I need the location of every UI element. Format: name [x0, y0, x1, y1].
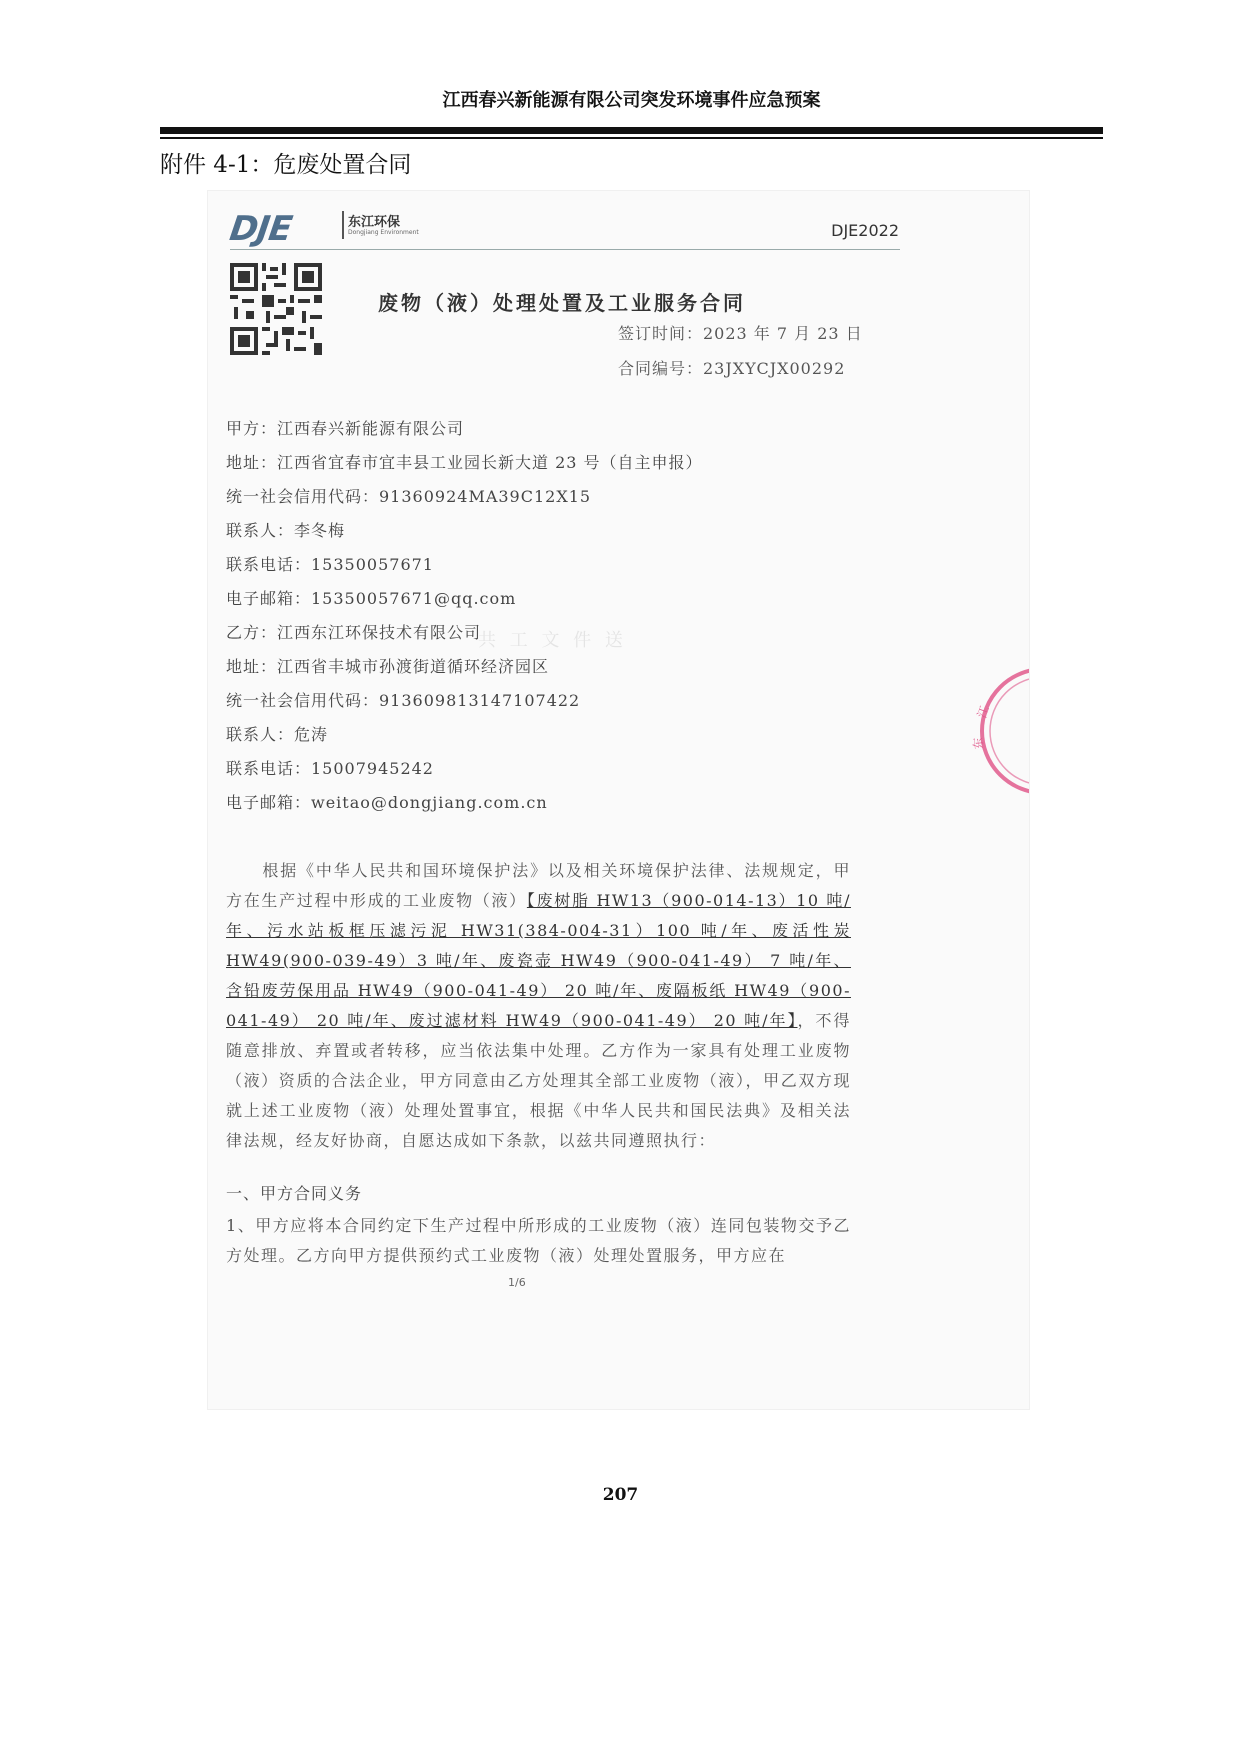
- scanned-contract-page: [207, 190, 1030, 1410]
- contract-number: 合同编号：23JXYCJX00292: [618, 359, 846, 378]
- party-b-credit-code: 统一社会信用代码：913609813147107422: [226, 691, 581, 710]
- scan-page-fraction: 1/6: [508, 1276, 526, 1289]
- contract-body-paragraph: [226, 856, 851, 1156]
- section-heading: 一、甲方合同义务: [226, 1184, 363, 1203]
- page-number: 207: [602, 1485, 639, 1505]
- faint-watermark-text: 共 工 文 件 送: [478, 630, 627, 651]
- logo-english-name: Dongjiang Environment: [348, 229, 419, 236]
- logo-mark: DJE: [227, 209, 294, 249]
- running-header: 江西春兴新能源有限公司突发环境事件应急预案: [442, 90, 821, 111]
- party-b-email: 电子邮箱：weitao@dongjiang.com.cn: [226, 793, 548, 812]
- company-logo: [227, 209, 430, 249]
- body-text-waste-list: 【废树脂 HW13（900-014-13）10 吨/年、污水站板框压滤污泥 HW31(384-004-31）100 吨/年、废活性炭 HW49(900-039-49）3 吨/年、废瓷壶 HW49（900-041-49） 7 吨/年、含铅废劳保用品 HW49（900-041-49） 20 吨/年、废隔板纸 HW49（900-041-49） 20 吨/年、废过滤材料 HW49（900-041-49） 20 吨/年】: [226, 891, 851, 1030]
- party-a-email: 电子邮箱：15350057671@qq.com: [226, 589, 517, 608]
- scan-header-line: [230, 249, 900, 250]
- header-rule-thick: [160, 127, 1103, 134]
- svg-text:东: 东: [970, 736, 986, 750]
- logo-divider: [342, 211, 344, 239]
- party-b-contact: 联系人：危涛: [226, 725, 329, 744]
- party-b-address: 地址：江西省丰城市孙渡街道循环经济园区: [226, 657, 550, 676]
- party-a-credit-code: 统一社会信用代码：91360924MA39C12X15: [226, 487, 592, 506]
- clause-paragraph: [226, 1211, 851, 1271]
- sign-date: 签订时间：2023 年 7 月 23 日: [618, 324, 863, 343]
- party-a-address: 地址：江西省宜春市宜丰县工业园长新大道 23 号（自主申报）: [226, 453, 703, 472]
- logo-chinese-name: 东江环保: [348, 215, 401, 230]
- clause-1-text: 1、甲方应将本合同约定下生产过程中所形成的工业废物（液）连同包装物交予乙方处理。乙方向甲方提供预约式工业废物（液）处理处置服务，甲方应在: [226, 1216, 851, 1265]
- body-text-end: ，不得随意排放、弃置或者转移，应当依法集中处理。乙方作为一家具有处理工业废物（液）资质的合法企业，甲方同意由乙方处理其全部工业废物（液），甲乙双方现就上述工业废物（液）处理处置事宜，根据《中华人民共和国民法典》及相关法律法规，经友好协商，自愿达成如下条款，以兹共同遵照执行：: [226, 1011, 851, 1150]
- party-b-phone: 联系电话：15007945242: [226, 759, 434, 778]
- party-a-name: 甲方：江西春兴新能源有限公司: [226, 419, 465, 438]
- contract-title: 废物（液）处理处置及工业服务合同: [378, 291, 746, 315]
- party-a-phone: 联系电话：15350057671: [226, 555, 434, 574]
- party-a-contact: 联系人：李冬梅: [226, 521, 346, 540]
- attachment-title: 附件 4-1：危废处置合同: [160, 152, 412, 178]
- document-code: DJE2022: [831, 221, 899, 240]
- qr-code-icon: [230, 263, 322, 355]
- body-text-start: 根据《中华人民共和国环境保护法》以及相关环境保护法律、法规规定，甲方在生产过程中形成的工业废物（液）: [226, 861, 851, 910]
- svg-text:江: 江: [974, 703, 992, 721]
- header-rule-thin: [160, 137, 1103, 139]
- party-b-name: 乙方：江西东江环保技术有限公司: [226, 623, 482, 642]
- company-seal-stamp: [969, 661, 1029, 801]
